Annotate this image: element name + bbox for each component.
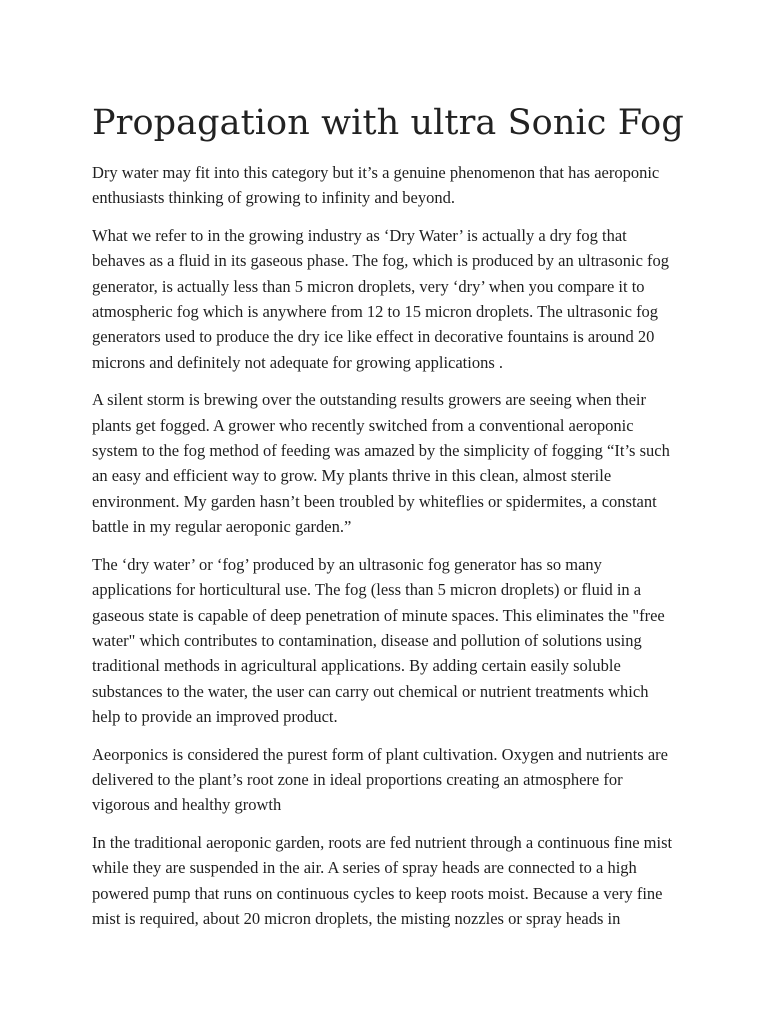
paragraph-silent-storm: A silent storm is brewing over the outstanding results growers are seeing when their plants get fogged. A grower who recently switched from a conventional aeroponic system to the fog method of feeding was amazed by the simplicity of fogging “It’s such an easy and efficient way to grow. My plants thrive in this clean, almost sterile environment. My garden hasn’t been troubled by whiteflies or spidermites, a constant battle in my regular aeroponic garden.”	[92, 390, 670, 537]
paragraph-traditional-garden: In the traditional aeroponic garden, roots are fed nutrient through a continuous fine mist while they are suspended in the air. A series of spray heads are connected to a high powered pump that runs on continuous cycles to keep roots moist. Because a very fine mist is required, about 20 micron droplets, the misting nozzles or spray heads in	[92, 832, 673, 928]
document-title: Propagation with ultra Sonic Fog	[92, 103, 684, 143]
document-page	[92, 100, 684, 943]
paragraph-applications: The ‘dry water’ or ‘fog’ produced by an ultrasonic fog generator has so many applications for horticultural use. The fog (less than 5 micron droplets) or fluid in a gaseous state is capable of deep penetration of minute spaces. This eliminates the "free water" which contributes to contamination, disease and pollution of solutions using traditional methods in agricultural applications. By adding certain easily soluble substances to the water, the user can carry out chemical or nutrient treatments which help to provide an improved product.	[92, 554, 665, 727]
paragraph-intro: Dry water may fit into this category but it’s a genuine phenomenon that has aeroponic enthusiasts thinking of growing to infinity and beyond.	[92, 163, 660, 208]
paragraph-dry-water: What we refer to in the growing industry as ‘Dry Water’ is actually a dry fog that behaves as a fluid in its gaseous phase. The fog, which is produced by an ultrasonic fog generator, is actually less than 5 micron droplets, very ‘dry’ when you compare it to atmospheric fog which is anywhere from 12 to 15 micron droplets. The ultrasonic fog generators used to produce the dry ice like effect in decorative fountains is around 20 microns and definitely not adequate for growing applications .	[92, 225, 670, 372]
paragraph-aeroponics: Aeorponics is considered the purest form of plant cultivation. Oxygen and nutrients are delivered to the plant’s root zone in ideal proportions creating an atmosphere for vigorous and healthy growth	[92, 744, 668, 815]
